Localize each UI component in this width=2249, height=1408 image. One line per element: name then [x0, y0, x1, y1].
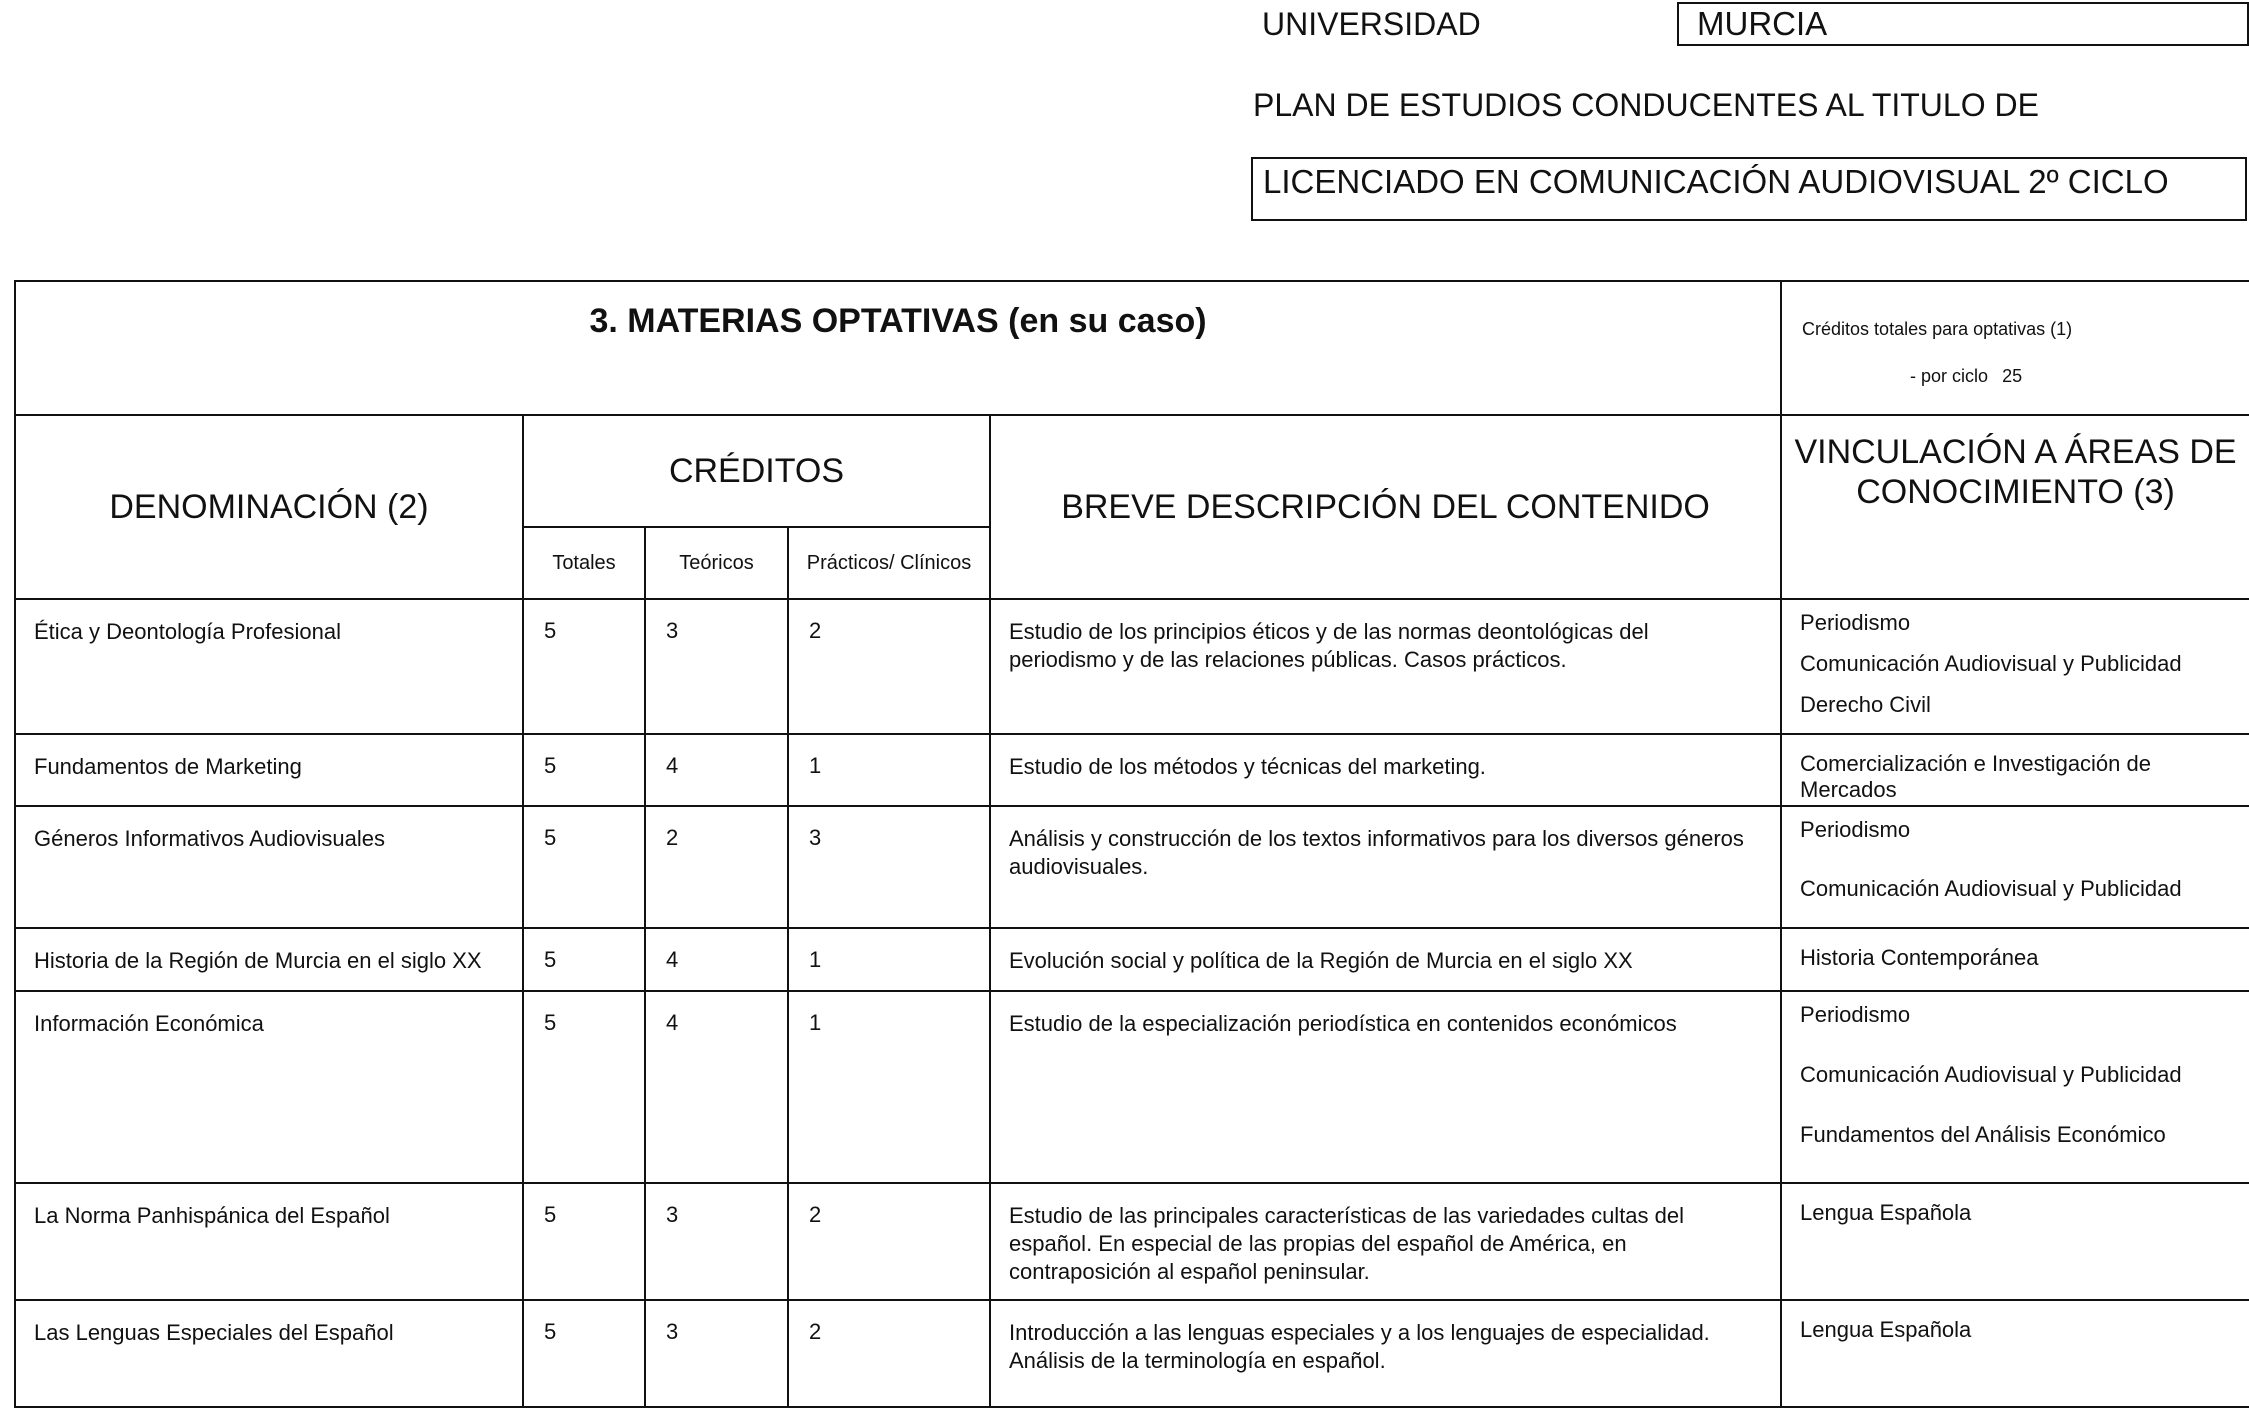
credits-total-box — [1781, 281, 2249, 415]
knowledge-areas — [1781, 928, 2249, 991]
credits-total: 5 — [523, 806, 645, 928]
table-row — [15, 991, 2249, 1183]
credits-practice: 1 — [788, 928, 990, 991]
knowledge-area: Periodismo — [1800, 817, 1911, 842]
university-label: UNIVERSIDAD — [1262, 6, 1481, 42]
per-cycle-value: 25 — [2002, 366, 2023, 386]
theory-header: Teóricos — [645, 527, 788, 599]
totals-header: Totales — [523, 527, 645, 599]
subject-description: Estudio de los principios éticos y de las normas deontológicas del periodismo y de las relaciones públicas. Casos prácticos. — [990, 599, 1781, 734]
credits-practice: 2 — [788, 599, 990, 734]
table-row — [15, 1300, 2249, 1407]
knowledge-area: Fundamentos del Análisis Económico — [1800, 1122, 2166, 1147]
knowledge-areas — [1781, 599, 2249, 734]
column-header-row — [15, 415, 2249, 527]
credits-theory: 4 — [645, 991, 788, 1183]
knowledge-area: Derecho Civil — [1800, 692, 1931, 717]
credits-total-label: Créditos totales para optativas (1) — [1802, 319, 2073, 339]
degree-name-box — [1251, 157, 2247, 221]
knowledge-areas — [1781, 991, 2249, 1183]
optional-subjects-table — [14, 280, 2249, 1408]
subject-description: Introducción a las lenguas especiales y a los lenguajes de especialidad. Análisis de la terminología en español. — [990, 1300, 1781, 1407]
credits-theory: 4 — [645, 928, 788, 991]
knowledge-areas — [1781, 806, 2249, 928]
credits-theory: 4 — [645, 734, 788, 806]
description-header: BREVE DESCRIPCIÓN DEL CONTENIDO — [990, 415, 1781, 599]
table-row — [15, 806, 2249, 928]
table-row — [15, 1183, 2249, 1300]
subject-description: Análisis y construcción de los textos informativos para los diversos géneros audiovisuales. — [990, 806, 1781, 928]
table-row — [15, 599, 2249, 734]
knowledge-area: Periodismo — [1800, 610, 1911, 635]
denomination-header: DENOMINACIÓN (2) — [15, 415, 523, 599]
subject-description: Estudio de la especialización periodística en contenidos económicos — [990, 991, 1781, 1183]
subject-name: Géneros Informativos Audiovisuales — [15, 806, 523, 928]
subject-description: Evolución social y política de la Región de Murcia en el siglo XX — [990, 928, 1781, 991]
knowledge-areas — [1781, 1183, 2249, 1300]
subject-name: La Norma Panhispánica del Español — [15, 1183, 523, 1300]
credits-total: 5 — [523, 599, 645, 734]
credits-total: 5 — [523, 1300, 645, 1407]
knowledge-area: Comercialización e Investigación de Mercados — [1800, 751, 2151, 802]
knowledge-area: Historia Contemporánea — [1800, 945, 2039, 970]
knowledge-areas — [1781, 734, 2249, 806]
subject-name: Las Lenguas Especiales del Español — [15, 1300, 523, 1407]
credits-total: 5 — [523, 734, 645, 806]
credits-total: 5 — [523, 928, 645, 991]
credits-practice: 2 — [788, 1183, 990, 1300]
subject-name: Historia de la Región de Murcia en el siglo XX — [15, 928, 523, 991]
section-title: 3. MATERIAS OPTATIVAS (en su caso) — [15, 281, 1781, 415]
credits-practice: 3 — [788, 806, 990, 928]
table-row — [15, 928, 2249, 991]
credits-theory: 2 — [645, 806, 788, 928]
credits-header: CRÉDITOS — [523, 415, 990, 527]
knowledge-area: Lengua Española — [1800, 1317, 1972, 1342]
credits-theory: 3 — [645, 1300, 788, 1407]
subject-description: Estudio de los métodos y técnicas del marketing. — [990, 734, 1781, 806]
credits-practice: 1 — [788, 991, 990, 1183]
credits-total: 5 — [523, 991, 645, 1183]
credits-theory: 3 — [645, 599, 788, 734]
university-value-box — [1677, 2, 2249, 46]
plan-title: PLAN DE ESTUDIOS CONDUCENTES AL TITULO DE — [1253, 87, 2039, 123]
subject-name: Ética y Deontología Profesional — [15, 599, 523, 734]
practice-header: Prácticos/ Clínicos — [788, 527, 990, 599]
subject-name: Fundamentos de Marketing — [15, 734, 523, 806]
credits-theory: 3 — [645, 1183, 788, 1300]
knowledge-area: Comunicación Audiovisual y Publicidad — [1800, 876, 2182, 901]
per-cycle-line — [1802, 353, 2249, 400]
knowledge-areas — [1781, 1300, 2249, 1407]
knowledge-area: Periodismo — [1800, 1002, 1911, 1027]
section-header-row — [15, 281, 2249, 415]
knowledge-area: Lengua Española — [1800, 1200, 1972, 1225]
table-row — [15, 734, 2249, 806]
credits-practice: 2 — [788, 1300, 990, 1407]
credits-total: 5 — [523, 1183, 645, 1300]
credits-practice: 1 — [788, 734, 990, 806]
subject-name: Información Económica — [15, 991, 523, 1183]
degree-name: LICENCIADO EN COMUNICACIÓN AUDIOVISUAL 2º CICLO — [1263, 163, 2169, 200]
per-cycle-label: - por ciclo — [1910, 366, 1989, 386]
areas-header: VINCULACIÓN A ÁREAS DE CONOCIMIENTO (3) — [1781, 415, 2249, 599]
university-value: MURCIA — [1697, 5, 1828, 42]
knowledge-area: Comunicación Audiovisual y Publicidad — [1800, 1062, 2182, 1087]
subject-description: Estudio de las principales características de las variedades cultas del español. En especial de las propias del español de América, en contraposición al español peninsular. — [990, 1183, 1781, 1300]
knowledge-area: Comunicación Audiovisual y Publicidad — [1800, 651, 2182, 676]
